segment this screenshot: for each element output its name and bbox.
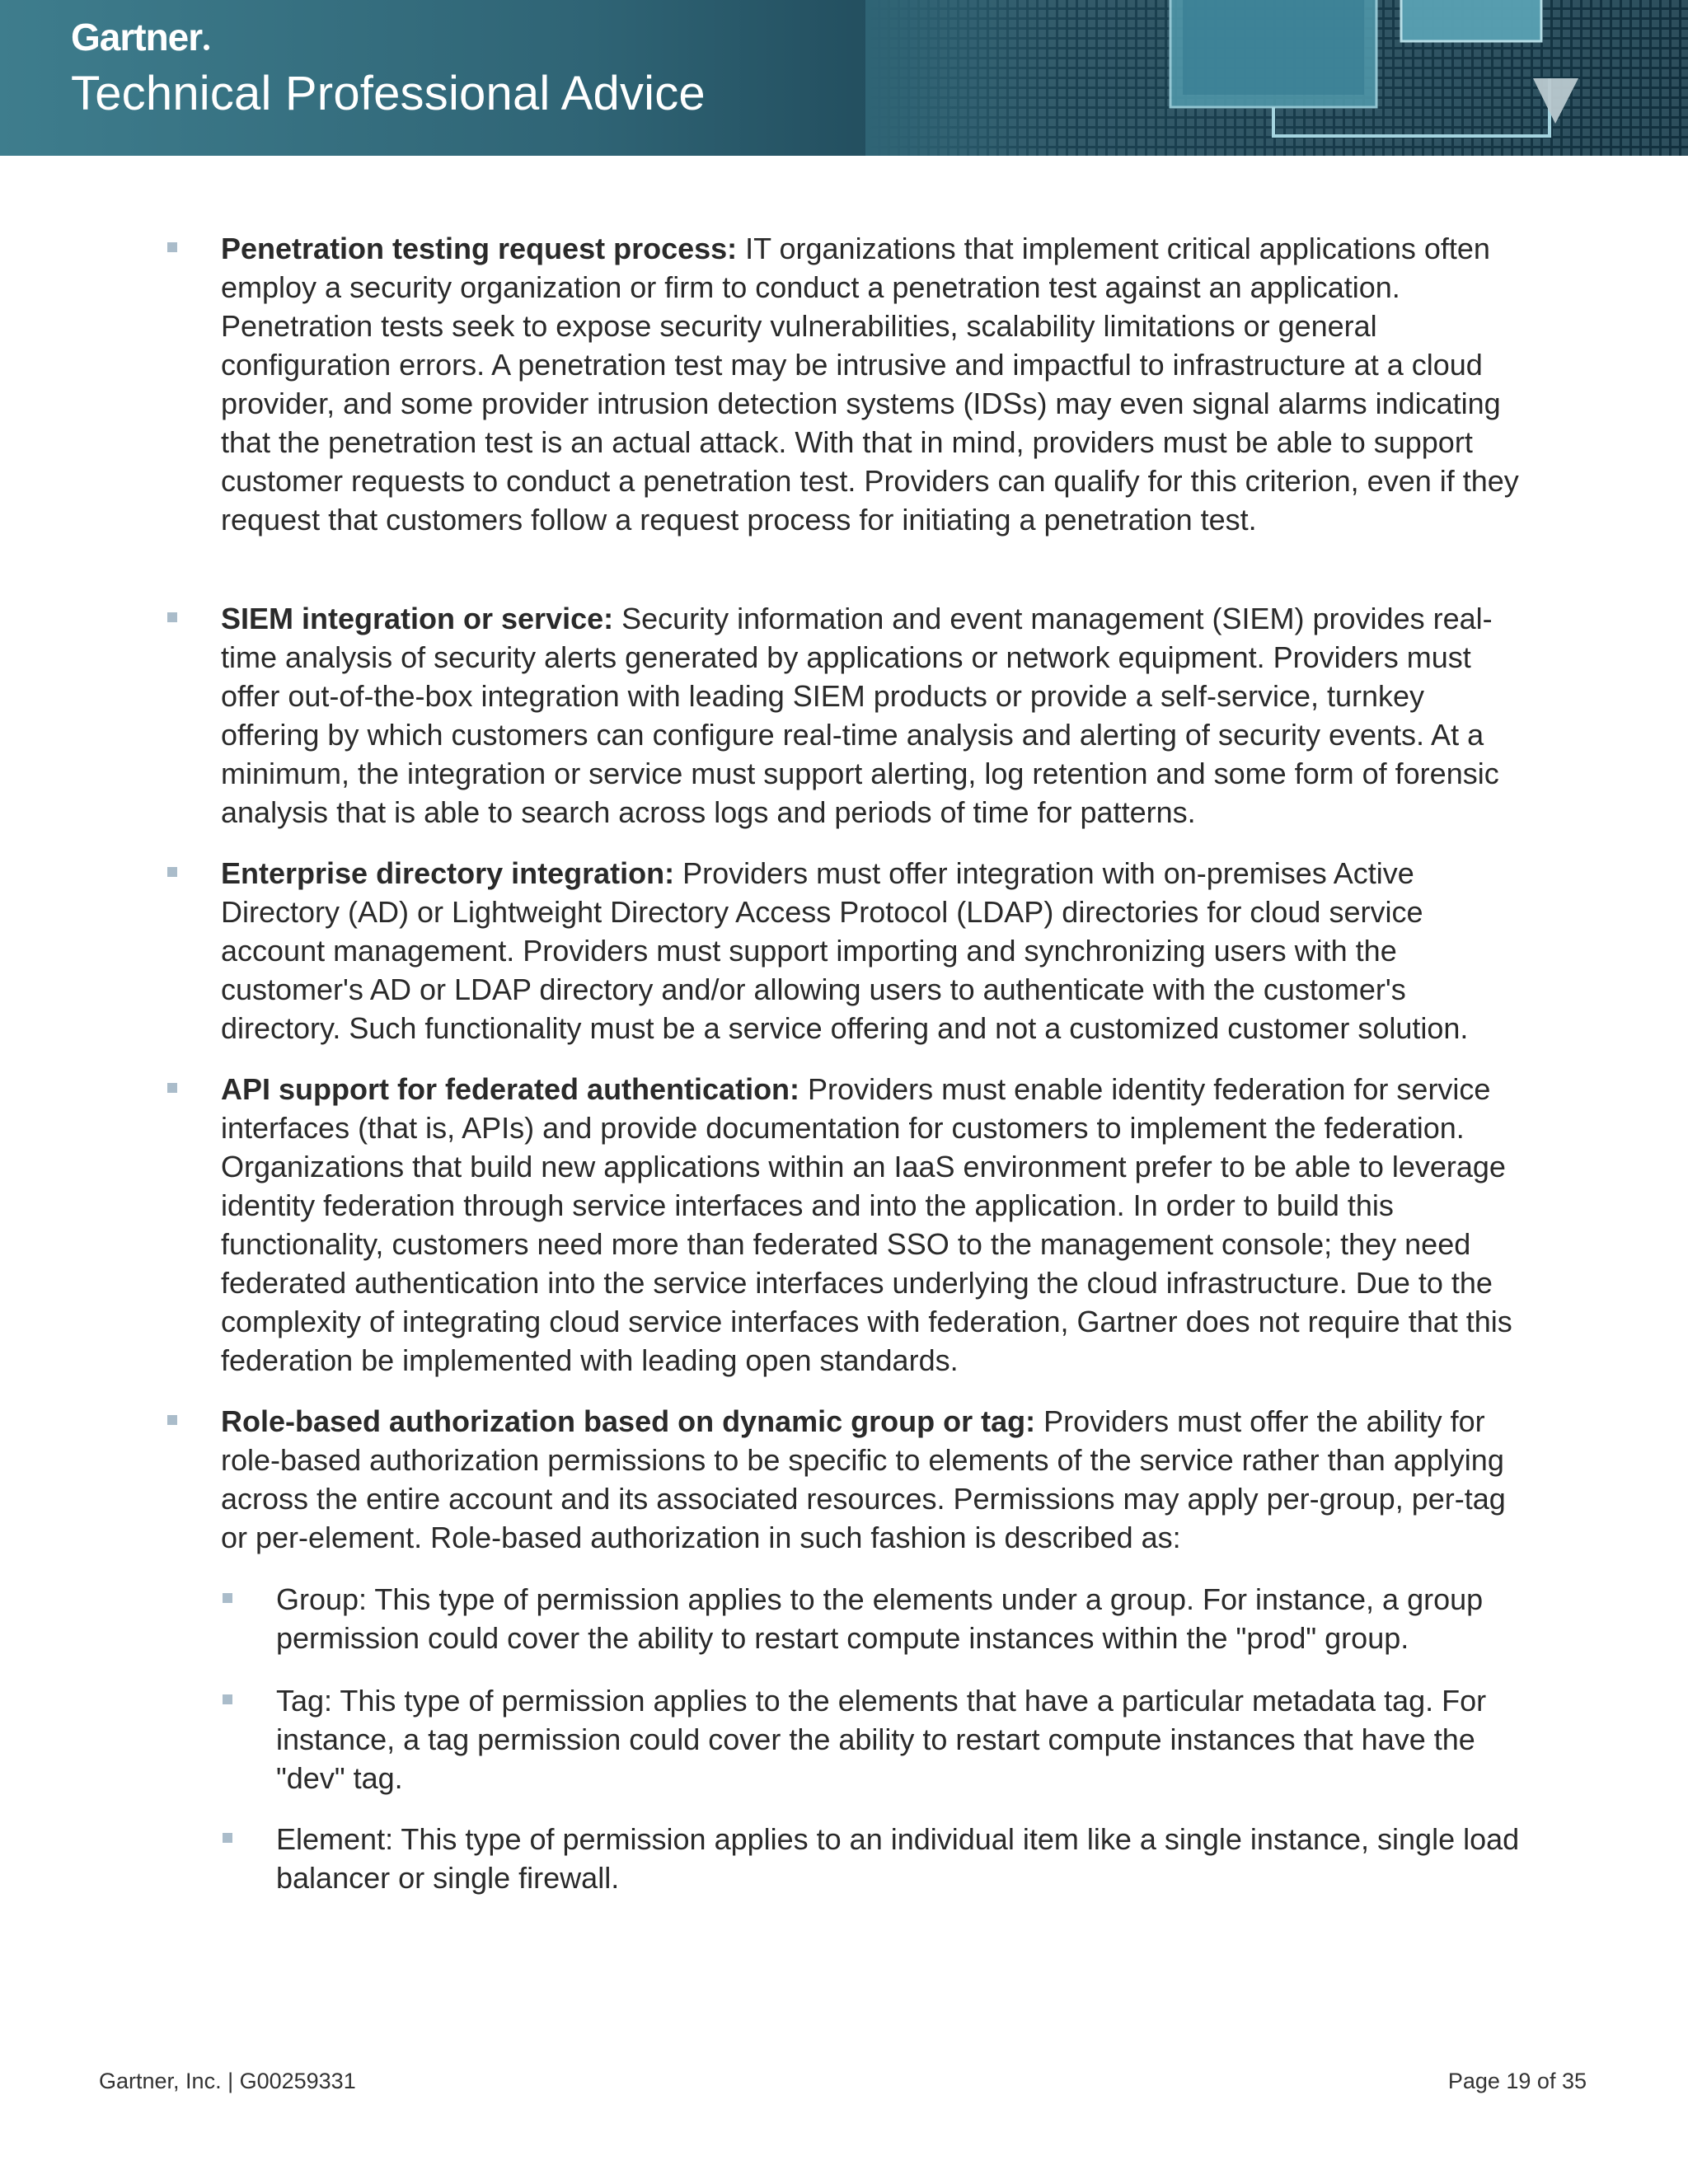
bullet-icon [167,1415,177,1425]
list-item-text [221,1070,1528,1380]
list-item-text [221,229,1528,539]
list-item-term: Penetration testing request process: [221,232,738,265]
gartner-logo-text: Gartner [71,16,203,59]
bullet-icon [223,1833,232,1843]
list-item-role-based-authorization [221,1402,1528,1557]
sub-item-text: Element: This type of permission applies to an individual item like a single instance, single load balancer or single firewall. [276,1822,1520,1895]
bullet-icon [167,1083,177,1093]
list-item-text [221,599,1528,832]
logo-dot [204,45,209,50]
list-item-text [221,854,1528,1047]
sub-item-tag [276,1681,1528,1797]
sub-item-text: Tag: This type of permission applies to the elements that have a particular metadata tag. For instance, a tag permission could cover the ability to restart compute instances that have the "dev" tag. [276,1684,1487,1795]
gartner-logo [71,15,209,59]
list-item-penetration-testing [221,229,1528,539]
list-item-description: IT organizations that implement critical applications often employ a security organization or firm to conduct a penetration test against an application. Penetration tests seek to expose security vulnerabilities, scalability limitations or general configuration errors. A penetration test may be intrusive and impactful to infrastructure at a cloud provider, and some provider intrusion detection systems (IDSs) may even signal alarms indicating that the penetration test is an actual attack. With that in mind, providers must be able to support customer requests to conduct a penetration test. Providers can qualify for this criterion, even if they request that customers follow a request process for initiating a penetration test. [221,232,1519,537]
bullet-icon [223,1593,232,1603]
list-item-term: Enterprise directory integration: [221,856,675,890]
list-item-siem [221,599,1528,832]
list-item-api-federated-auth [221,1070,1528,1380]
header-banner [0,0,1688,156]
list-item-enterprise-directory [221,854,1528,1047]
list-item-term: Role-based authorization based on dynamic group or tag: [221,1404,1036,1438]
bullet-icon [167,867,177,877]
bullet-icon [223,1694,232,1704]
sub-item-group [276,1580,1528,1657]
list-item-term: SIEM integration or service: [221,602,614,635]
list-item-description: Providers must offer the ability for role-based authorization permissions to be specific to elements of the service rather than applying across the entire account and its associated resources. Permissions may apply per-group, per-tag or per-element. Role-based authorization in such fashion is described as: [221,1404,1506,1554]
sub-item-text: Group: This type of permission applies to the elements under a group. For instance, a group permission could cover the ability to restart compute instances within the "prod" group. [276,1582,1484,1655]
list-item-description: Security information and event management (SIEM) provides real-time analysis of security alerts generated by applications or network equipment. Providers must offer out-of-the-box integration with leading SIEM products or provide a self-service, turnkey offering by which customers can configure real-time analysis and alerting of security events. At a minimum, the integration or service must support alerting, log retention and some form of forensic analysis that is able to search across logs and periods of time for patterns. [221,602,1499,829]
sub-item-element [276,1820,1528,1897]
list-item-description: Providers must enable identity federation for service interfaces (that is, APIs) and provide documentation for customers to implement the federation. Organizations that build new applications within an IaaS environment prefer to be able to leverage identity federation through service interfaces and into the application. In order to build this functionality, customers need more than federated SSO to the management console; they need federated authentication into the service interfaces underlying the cloud infrastructure. Due to the complexity of integrating cloud service interfaces with federation, Gartner does not require that this federation be implemented with leading open standards. [221,1072,1512,1377]
footer-document-id: Gartner, Inc. | G00259331 [99,2069,356,2093]
footer-page-number: Page 19 of 35 [1447,2069,1587,2093]
list-item-term: API support for federated authentication: [221,1072,800,1106]
bullet-icon [167,242,177,252]
banner-subtitle: Technical Professional Advice [71,67,706,120]
list-item-description: Providers must offer integration with on-premises Active Directory (AD) or Lightweight Directory Access Protocol (LDAP) directories for cloud service account management. Providers must support importing and synchronizing users with the customer's AD or LDAP directory and/or allowing users to authenticate with the customer's directory. Such functionality must be a service offering and not a customized customer solution. [221,856,1469,1045]
bullet-icon [167,612,177,622]
list-item-text [221,1402,1528,1557]
